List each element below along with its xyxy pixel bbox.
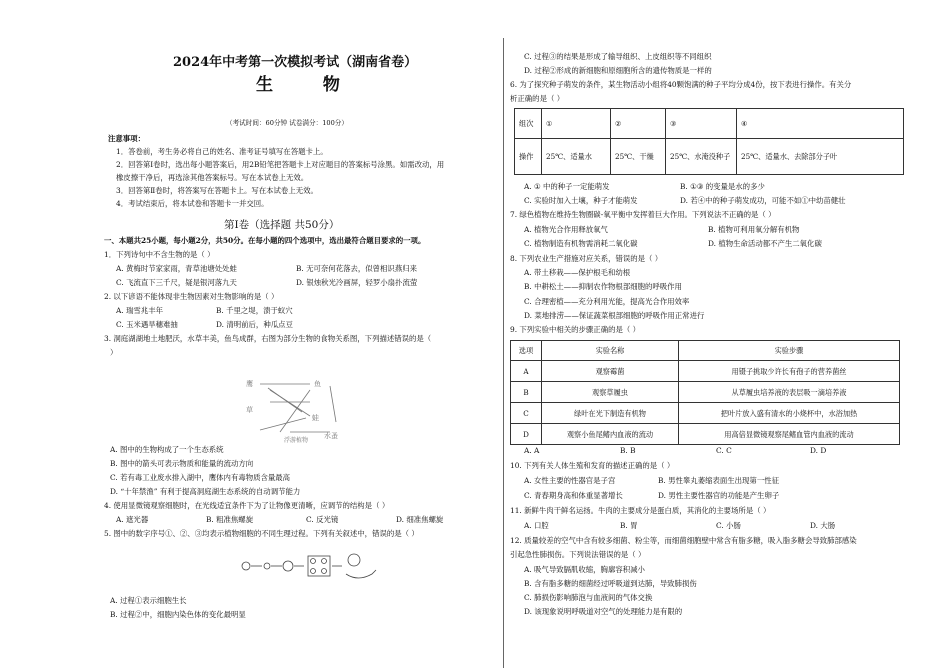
notice-title: 注意事项： <box>108 134 145 143</box>
q1-option-b: B. 无可奈何花落去，似曾相识燕归来 <box>296 264 417 273</box>
q2-option-b: B. 千里之堤，溃于蚁穴 <box>216 306 293 315</box>
q4-option-a: A. 遮光器 <box>116 515 149 524</box>
q6-table <box>514 108 904 175</box>
question-7: 7. 绿色植物在维持生物圈碳-氧平衡中发挥着巨大作用。下列说法不正确的是（ ） <box>510 210 776 219</box>
question-12-cont: 引起急性肺损伤。下列说法错误的是（ ） <box>510 550 646 559</box>
q9-cell: 观察霉菌 <box>542 361 679 382</box>
q10-option-d: D. 男性主要性器官的功能是产生卵子 <box>658 491 780 500</box>
q3-option-d: D. “十年禁渔” 有利于提高洞庭湖生态系统的自动调节能力 <box>110 487 301 496</box>
q6-option-d: D. 若④中的种子萌发成功，可能不如①中幼苗健壮 <box>680 196 846 205</box>
q8-option-b: B. 中耕松土——抑制农作物根部细胞的呼吸作用 <box>524 282 682 291</box>
q6-cell: ④ <box>737 109 904 139</box>
q9-cell: 从草履虫培养液的表层吸一滴培养液 <box>679 382 900 403</box>
q9-cell: 观察草履虫 <box>542 382 679 403</box>
q9-cell: D <box>511 424 542 445</box>
question-6-cont: 析正确的是（ ） <box>510 94 565 103</box>
question-10: 10. 下列有关人体生殖和发育的描述正确的是（ ） <box>510 461 675 470</box>
section-intro: 一、本题共25小题，每小题2分，共50分。在每小题的四个选项中，选出最符合题目要求的一项。 <box>104 236 426 245</box>
q6-cell: ③ <box>666 109 737 139</box>
exam-info: （考试时间：60分钟 试卷满分：100分） <box>226 119 348 127</box>
q5-option-d: D. 过程②形成的新细胞和原细胞所含的遗传物质是一样的 <box>524 66 712 75</box>
q5-option-c: C. 过程③的结果是形成了输导组织、上皮组织等不同组织 <box>524 52 712 61</box>
q9-cell: 把叶片放入盛有清水的小烧杯中，水浴加热 <box>679 403 900 424</box>
notice-3: 3．回答第Ⅱ卷时，将答案写在答题卡上。写在本试卷上无效。 <box>116 186 318 195</box>
q12-option-d: D. 该现象说明呼吸道对空气的处理能力是有限的 <box>524 607 683 616</box>
q7-option-b: B. 植物可利用氧分解有机物 <box>708 225 800 234</box>
q5-option-a: A. 过程①表示细胞生长 <box>110 596 187 605</box>
q2-option-d: D. 清明前后，种瓜点豆 <box>216 320 293 329</box>
q9-option-b: B. B <box>620 446 636 455</box>
notice-2: 2．回答第Ⅰ卷时，选出每小题答案后，用2B铅笔把答题卡上对应题目的答案标号涂黑。如需改动，用 <box>116 160 445 169</box>
q6-cell: ② <box>611 109 666 139</box>
q9-option-c: C. C <box>716 446 732 455</box>
q4-option-d: D. 细准焦螺旋 <box>396 515 444 524</box>
q6-cell: 25℃、水淹没种子 <box>666 139 737 175</box>
q2-option-a: A. 瑞雪兆丰年 <box>116 306 163 315</box>
q9-table <box>510 340 900 445</box>
q9-cell: B <box>511 382 542 403</box>
q4-option-b: B. 粗准焦螺旋 <box>206 515 254 524</box>
q7-option-d: D. 植物生命活动都不产生二氧化碳 <box>708 239 822 248</box>
question-8: 8. 下列农业生产措施对应关系，错误的是（ ） <box>510 254 663 263</box>
q7-option-c: C. 植物制造有机物需消耗二氧化碳 <box>524 239 638 248</box>
exam-title: 2024年中考第一次模拟考试（湖南省卷） <box>173 55 418 70</box>
foodweb-label-phyto: 浮游植物 <box>284 437 309 444</box>
q11-option-a: A. 口腔 <box>524 521 549 530</box>
q12-option-c: C. 肺损伤影响肺泡与血液间的气体交换 <box>524 593 653 602</box>
food-web-diagram <box>240 372 360 446</box>
q10-option-b: B. 男性睾丸萎缩表面生出现第一性征 <box>658 476 779 485</box>
q3-option-b: B. 图中的箭头可表示物质和能量的流动方向 <box>110 459 254 468</box>
q6-cell: 组次 <box>515 109 542 139</box>
q5-option-b: B. 过程②中，细胞内染色体的变化最明显 <box>110 610 246 619</box>
q11-option-b: B. 胃 <box>620 521 638 530</box>
column-divider <box>503 38 504 668</box>
q9-cell: 用镊子挑取少许长有孢子的营养菌丝 <box>679 361 900 382</box>
question-6: 6. 为了探究种子萌发的条件，某生物活动小组将40颗饱满的种子平均分成4份，按下表进行操作。有关分 <box>510 80 852 89</box>
q6-option-a: A. ① 中的种子一定能萌发 <box>524 182 610 191</box>
question-1: 1．下列诗句中不含生物的是（ ） <box>104 250 215 259</box>
question-3: 3. 洞庭湖湖地土地肥沃，水草丰美，鱼鸟成群，右图为部分生物的食物关系图，下列描述错误的是（ <box>104 334 432 343</box>
subject-title: 生 物 <box>256 75 362 95</box>
q9-header: 选项 <box>511 341 542 361</box>
q7-option-a: A. 植物光合作用释放氧气 <box>524 225 608 234</box>
question-9: 9. 下列实验中相关的步骤正确的是（ ） <box>510 325 641 334</box>
q6-cell: 25℃、干燥 <box>611 139 666 175</box>
section-heading: 第Ⅰ卷（选择题 共50分） <box>224 219 340 231</box>
q12-option-b: B. 含有脂多糖的细菌经过呼吸道到达肺，导致肺损伤 <box>524 579 697 588</box>
question-12: 12. 质量较差的空气中含有较多细菌、粉尘等，而细菌细胞壁中常含有脂多糖，吸入脂多糖会导致肺部感染 <box>510 536 857 545</box>
foodweb-label-daphnia: 水蚤 <box>324 432 338 440</box>
q6-option-b: B. ①③ 的变量是水的多少 <box>680 182 765 191</box>
q6-cell: 25℃、适量水、去除部分子叶 <box>737 139 904 175</box>
question-11: 11. 新鲜牛肉干鲜名运扬。牛肉的主要成分是蛋白质，其消化的主要场所是（ ） <box>510 506 771 515</box>
q3-option-a: A. 图中的生物构成了一个生态系统 <box>110 445 224 454</box>
question-2: 2. 以下谚语不能体现非生物因素对生物影响的是（ ） <box>104 292 279 301</box>
q1-option-d: D. 银烛秋光冷画屏，轻罗小扇扑流萤 <box>296 278 418 287</box>
question-4: 4. 使用显微镜观察细胞时，在光线适宜条件下为了让物像更清晰，应调节的结构是（ ） <box>104 501 390 510</box>
q4-option-c: C. 反光镜 <box>306 515 339 524</box>
q9-cell: 观察小鱼尾鳍内血液的流动 <box>542 424 679 445</box>
q9-cell: C <box>511 403 542 424</box>
q9-option-d: D. D <box>810 446 827 455</box>
q2-option-c: C. 玉米遇旱穗难抽 <box>116 320 178 329</box>
q9-option-a: A. A <box>524 446 540 455</box>
foodweb-label-frog: 蛙 <box>312 414 319 422</box>
q10-option-a: A. 女性主要的性器官是子宫 <box>524 476 616 485</box>
q6-cell: ① <box>542 109 611 139</box>
q9-cell: 绿叶在光下制造有机物 <box>542 403 679 424</box>
question-3-cont: ） <box>110 348 118 357</box>
q10-option-c: C. 青春期身高和体重显著增长 <box>524 491 623 500</box>
q6-cell: 操作 <box>515 139 542 175</box>
q6-cell: 25℃、适量水 <box>542 139 611 175</box>
q8-option-d: D. 菜地排涝——保证蔬菜根部细胞的呼吸作用正常进行 <box>524 311 705 320</box>
question-5: 5. 图中的数字序号①、②、③均表示植物细胞的不同生理过程。下列有关叙述中，错误的是（ ） <box>104 529 419 538</box>
q9-cell: A <box>511 361 542 382</box>
notice-1: 1．答卷前，考生务必将自己的姓名、准考证号填写在答题卡上。 <box>116 147 328 156</box>
q9-header: 实验步骤 <box>679 341 900 361</box>
q12-option-a: A. 吸气导致膈肌收缩，胸廓容积减小 <box>524 565 645 574</box>
q8-option-a: A. 带土移栽——保护根毛和幼根 <box>524 268 631 277</box>
notice-2-cont: 橡皮擦干净后，再选涂其他答案标号。写在本试卷上无效。 <box>116 173 309 182</box>
foodweb-label-fish: 鱼 <box>314 380 321 388</box>
q9-header: 实验名称 <box>542 341 679 361</box>
q9-cell: 用高倍显微镜观察尾鳍血管内血液的流动 <box>679 424 900 445</box>
cell-process-diagram <box>238 548 388 584</box>
foodweb-label-hawk: 鹰 <box>246 380 253 388</box>
foodweb-label-grass: 草 <box>246 406 253 414</box>
q11-option-d: D. 大肠 <box>810 521 836 530</box>
q11-option-c: C. 小肠 <box>716 521 741 530</box>
q1-option-a: A. 黄梅时节家家雨，青草池塘处处蛙 <box>116 264 237 273</box>
q6-option-c: C. 实验时加入土壤，种子才能萌发 <box>524 196 638 205</box>
q8-option-c: C. 合理密植——充分利用光能，提高光合作用效率 <box>524 297 690 306</box>
q3-option-c: C. 若有毒工业废水排入湖中，鹰体内有毒物质含量最高 <box>110 473 291 482</box>
notice-4: 4．考试结束后，将本试卷和答题卡一并交回。 <box>116 199 269 208</box>
q1-option-c: C. 飞流直下三千尺，疑是银河落九天 <box>116 278 237 287</box>
